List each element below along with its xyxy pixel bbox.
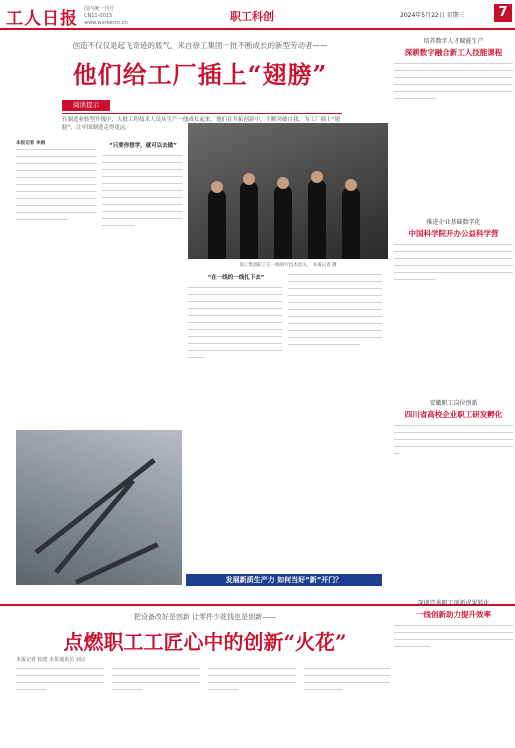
sidebar-kicker-3: 安徽职工岗位创新 (429, 400, 478, 407)
sidebar-bottom (394, 592, 513, 743)
sidebar-kicker-4: 深圳完善职工创新成果转化 (417, 600, 490, 607)
read-summary: 在制造业转型升级中，大批工程技术人员从生产一线成长起来。他们在开拓创新中，不断突破自我，为工厂插上“翅膀”，让中国制造走得更远。 (62, 113, 342, 132)
sidebar-title-3: 四川省高校企业职工研发孵化 (404, 410, 503, 419)
photo-caption: 徐工集团职工在一线进行技术攻关。 本报记者 摄 (239, 263, 337, 268)
story2-headline: 点燃职工工匠心中的创新“火花” (63, 630, 347, 654)
sidebar (394, 30, 513, 533)
series-banner: 发展新质生产力 如何当好“新”开门？ (186, 574, 382, 586)
story1-subhead-1: “只要你想学，就可以去做” (109, 143, 177, 149)
story1-column-4: ────────────────────────────────────────────────────────────────────────────────────────────────────────────────────────────────────────────────────────────────────────────────────────────────────────────────────────────────────────────────────────────────────────────────────────────────────────────────────────────────────────────────────────────────────────────── (288, 273, 383, 348)
story1-subhead-2: “在一线的一线扎下去” (207, 275, 265, 281)
sidebar-body-1: ────────────────────────────────────────────────────────────────────────────────────────────────────────────────────────────────────────────────────────────────────────────────────────────────────────────────────────────────────── (394, 62, 513, 102)
story2-byline: 本报记者 柏建 本报通讯员 刘宗 (16, 657, 86, 663)
story2-column-4: ─────────────────────────────────────────────────────────────────────────────────────────────────────────── (304, 667, 390, 693)
sidebar-kicker-1: 培养数字人才赋能生产 (423, 38, 484, 45)
newspaper-logo: 工人日报 (6, 9, 78, 29)
story1-column-3: “在一线的一线扎下去” ────────────────────────────────────────────────────────────────────────────────────────────────────────────────────────────────────────────────────────────────────────────────────────────────────────────────────────────────────────────────────────────────────────────────────────────────────────────────────────────────────────────────────────── (188, 275, 283, 361)
read-tag: 阅读提示 (62, 100, 110, 111)
page-number: 7 (494, 4, 512, 22)
story2-column-1: ─────────────────────────────────────────────────────────────────────────────────────────────────────────── (16, 667, 105, 693)
sidebar-body-3: ────────────────────────────────────────────────────────────────────────────────────────────────────────────────────────────────────────────────────────────────────────────── (394, 424, 513, 457)
sidebar-body-4: ────────────────────────────────────────────────────────────────────────────────────────────────────────────────────────────────────────────── (394, 624, 513, 650)
story1-column-1: 本报记者 李娟 ───────────────────────────────────────────────────────────────────────────────────────────────────────────────────────────────────────────────────────────────────────────────────────────────────────────────────────────────────────────────────────────────────────────────────────────────────────────────────── (16, 141, 97, 223)
sidebar-kicker-2: 推进企业基础数字化 (426, 219, 481, 226)
story1-column-2: “只要你想学，就可以去做” ────────────────────────────────────────────────────────────────────────────────────────────────────────────────────────────────────────────────────────────────────────────────────────────────────────────────────────────────────────────────────────────────────────────────────────────────────────────── (102, 143, 183, 229)
story1-headline: 他们给工厂插上“翅膀” (72, 60, 328, 89)
story1-byline: 本报记者 李娟 (16, 141, 46, 146)
workers-photo (188, 123, 388, 259)
logo-subtitle: 国内统一刊号 CN11-0015 www.workercn.cn (84, 6, 128, 26)
sidebar-title-2: 中国科学院开办公益科学营 (408, 229, 499, 238)
crane-photo (16, 430, 182, 585)
sidebar-title-4: 一线创新助力提升效率 (416, 610, 491, 619)
story1-kicker: 创造不仅仅是起飞奇迹的底气，来自徐工集团一批不断成长的新型劳动者—— (72, 41, 328, 50)
story2-kicker: 把设备改好是创新 让零件少花钱也是创新—— (133, 613, 277, 621)
masthead (0, 0, 515, 30)
story2-column-3: ─────────────────────────────────────────────────────────────────────────────────────────────────────────── (208, 667, 297, 693)
issue-date: 2024年5月22日 星期三 (400, 12, 465, 19)
sidebar-body-2: ────────────────────────────────────────────────────────────────────────────────────────────────────────────────────────────────────────────────────────────────────────────────────────────────────────────────────────────────────── (394, 243, 513, 283)
section-title: 职工科创 (230, 10, 274, 23)
story2-column-2: ─────────────────────────────────────────────────────────────────────────────────────────────────────────── (112, 667, 201, 693)
sidebar-title-1: 深耕数字融合新工人技能课程 (404, 48, 503, 57)
